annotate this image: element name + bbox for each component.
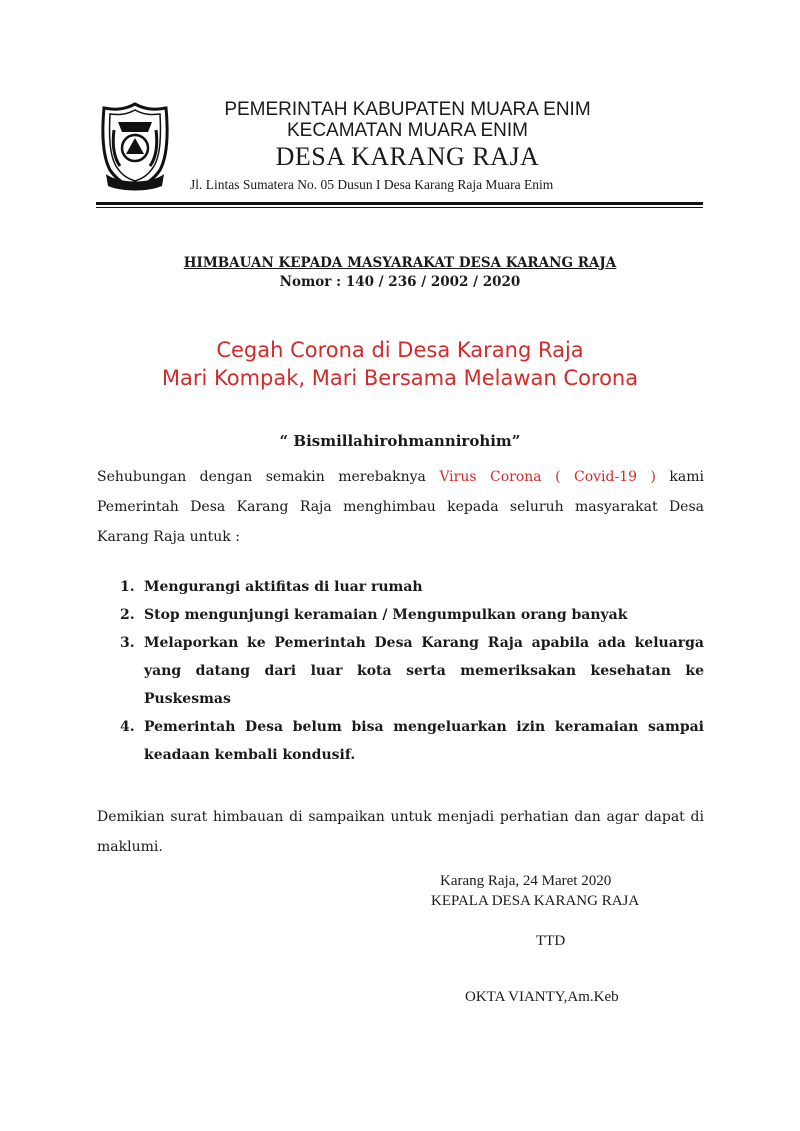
letterhead-village: DESA KARANG RAJA (275, 142, 540, 171)
list-item (120, 601, 704, 629)
signature-place-date: Karang Raja, 24 Maret 2020 (440, 873, 612, 889)
signature-ttd: TTD (536, 933, 566, 949)
signature-position: KEPALA DESA KARANG RAJA (431, 893, 640, 909)
letterhead-address: Jl. Lintas Sumatera No. 05 Dusun I Desa Karang Raja Muara Enim (190, 177, 554, 192)
letterhead-district: KECAMATAN MUARA ENIM (286, 120, 529, 141)
letterhead-rule-thin (96, 207, 703, 208)
letterhead-regency: PEMERINTAH KABUPATEN MUARA ENIM (224, 99, 591, 120)
slogan-line-2: Mari Kompak, Mari Bersama Melawan Corona (161, 366, 639, 390)
list-item-text: Mengurangi aktifitas di luar rumah (144, 579, 423, 595)
list-item-number: 2. (120, 607, 135, 623)
document-number: Nomor : 140 / 236 / 2002 / 2020 (279, 274, 521, 290)
list-item (120, 713, 704, 769)
list-item (120, 629, 704, 713)
signature-name: OKTA VIANTY,Am.Keb (465, 989, 619, 1005)
list-item-text: Pemerintah Desa belum bisa mengeluarkan izin keramaian sampai keadaan kembali kondusif. (144, 719, 704, 763)
list-item-text: Melaporkan ke Pemerintah Desa Karang Raja apabila ada keluarga yang datang dari luar kota serta memeriksakan kesehatan ke Puskesmas (144, 635, 704, 707)
list-item (120, 573, 704, 601)
closing-paragraph: Demikian surat himbauan di sampaikan untuk menjadi perhatian dan agar dapat di maklumi. (97, 809, 704, 855)
intro-highlight: Virus Corona ( Covid-19 ) (439, 469, 656, 485)
opening-phrase: “ Bismillahirohmannirohim” (279, 432, 521, 450)
list-item-number: 3. (120, 635, 135, 651)
list-item-number: 4. (120, 719, 135, 735)
intro-text-after: kami Pemerintah Desa Karang Raja menghimbau kepada seluruh masyarakat Desa Karang Raja untuk : (97, 469, 704, 545)
list-item-number: 1. (120, 579, 135, 595)
document-title: HIMBAUAN KEPADA MASYARAKAT DESA KARANG RAJA (183, 255, 617, 271)
intro-text-before: Sehubungan dengan semakin merebaknya (97, 469, 440, 485)
list-item-text: Stop mengunjungi keramaian / Mengumpulkan orang banyak (144, 607, 628, 623)
rules-list (120, 573, 704, 769)
intro-paragraph (97, 462, 704, 552)
slogan-line-1: Cegah Corona di Desa Karang Raja (216, 338, 584, 362)
regency-emblem-icon (96, 100, 174, 192)
letterhead-rule-thick (96, 202, 703, 205)
